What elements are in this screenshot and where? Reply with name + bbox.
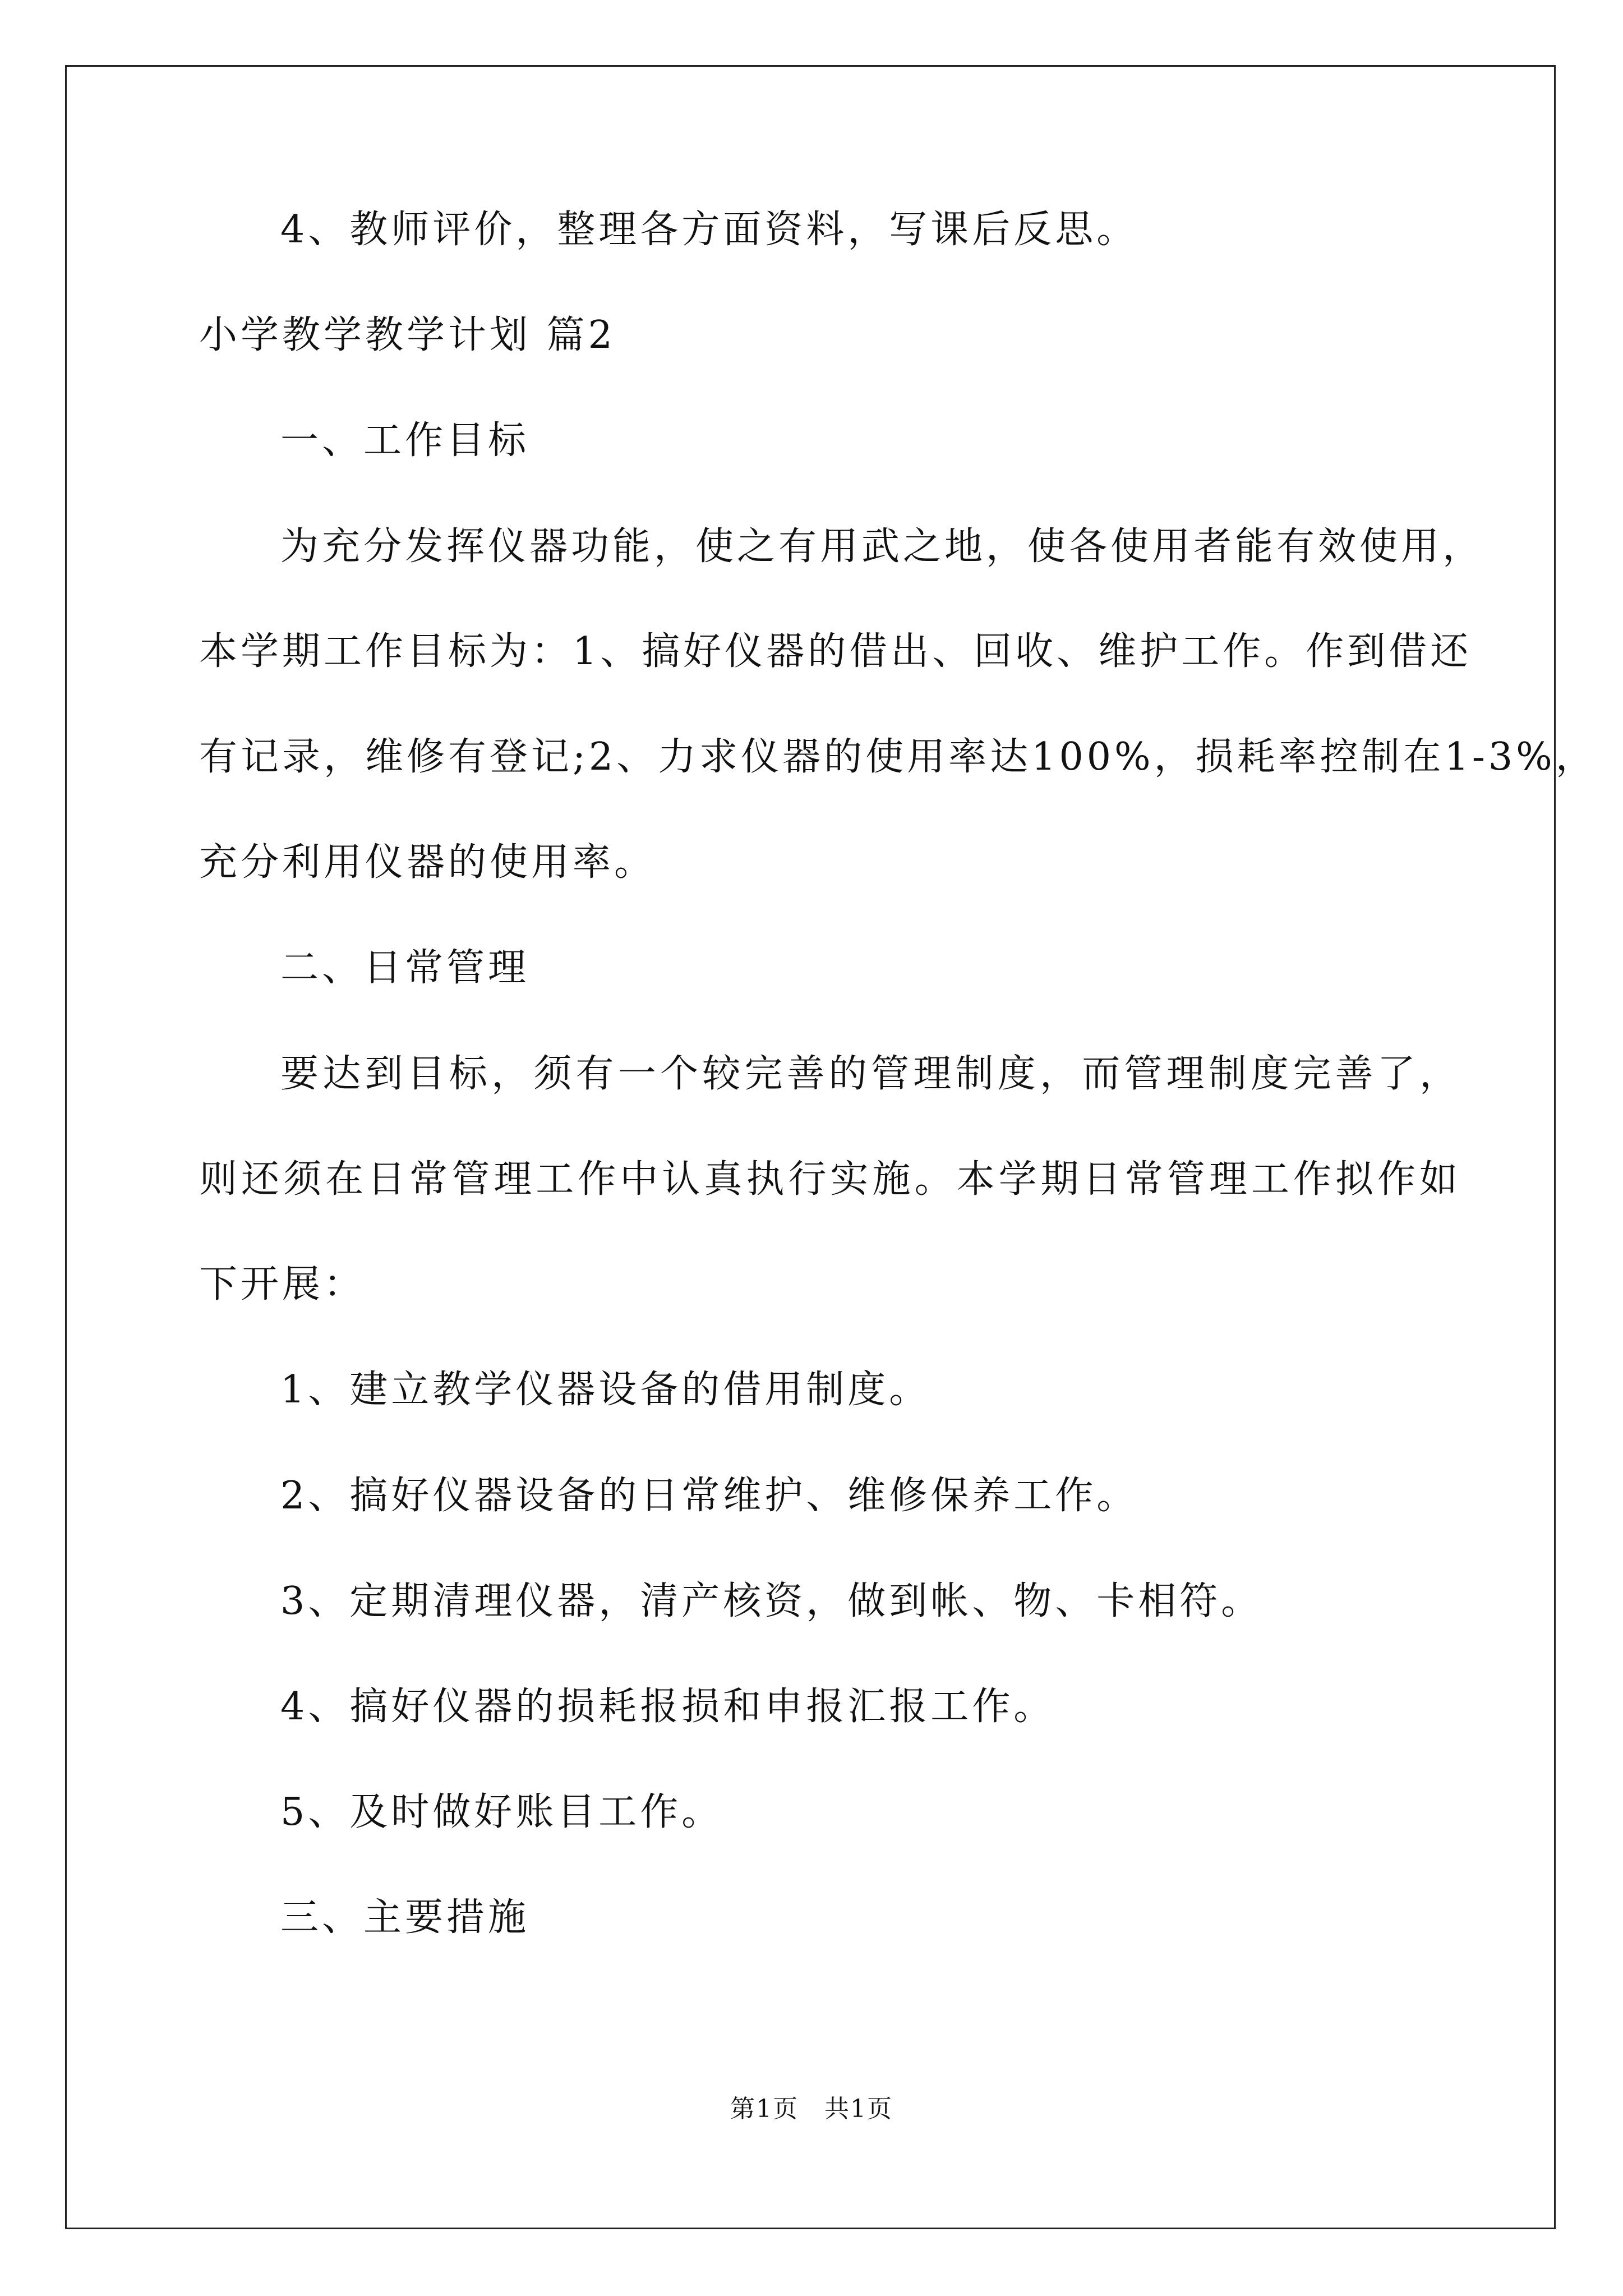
heading-main-measures: 三、主要措施: [280, 1895, 530, 1940]
paragraph-line: 有记录，维修有登记;2、力求仪器的使用率达100%，损耗率控制在1-3%，: [199, 735, 1597, 779]
list-item: 4、搞好仪器的损耗报损和申报汇报工作。: [280, 1685, 1055, 1729]
list-item: 3、定期清理仪器，清产核资，做到帐、物、卡相符。: [280, 1579, 1263, 1623]
page-footer: 第1页 共1页: [730, 2095, 893, 2123]
list-item: 2、搞好仪器设备的日常维护、维修保养工作。: [280, 1474, 1138, 1518]
section-title: 小学教学教学计划 篇2: [199, 313, 616, 357]
paragraph-line: 充分利用仪器的使用率。: [199, 840, 656, 885]
paragraph-line: 为充分发挥仪器功能，使之有用武之地，使各使用者能有效使用，: [280, 524, 1484, 569]
heading-work-goals: 一、工作目标: [280, 418, 530, 463]
paragraph-line: 下开展：: [199, 1262, 366, 1306]
paragraph-line: 本学期工作目标为：1、搞好仪器的借出、回收、维护工作。作到借还: [199, 629, 1472, 674]
list-item: 5、及时做好账目工作。: [280, 1790, 723, 1834]
paragraph-line: 要达到目标，须有一个较完善的管理制度，而管理制度完善了，: [280, 1052, 1461, 1096]
heading-daily-management: 二、日常管理: [280, 946, 530, 990]
paragraph-line: 则还须在日常管理工作中认真执行实施。本学期日常管理工作拟作如: [199, 1157, 1461, 1202]
list-item: 1、建立教学仪器设备的借用制度。: [280, 1368, 931, 1412]
paragraph-line: 4、教师评价，整理各方面资料，写课后反思。: [280, 208, 1138, 252]
